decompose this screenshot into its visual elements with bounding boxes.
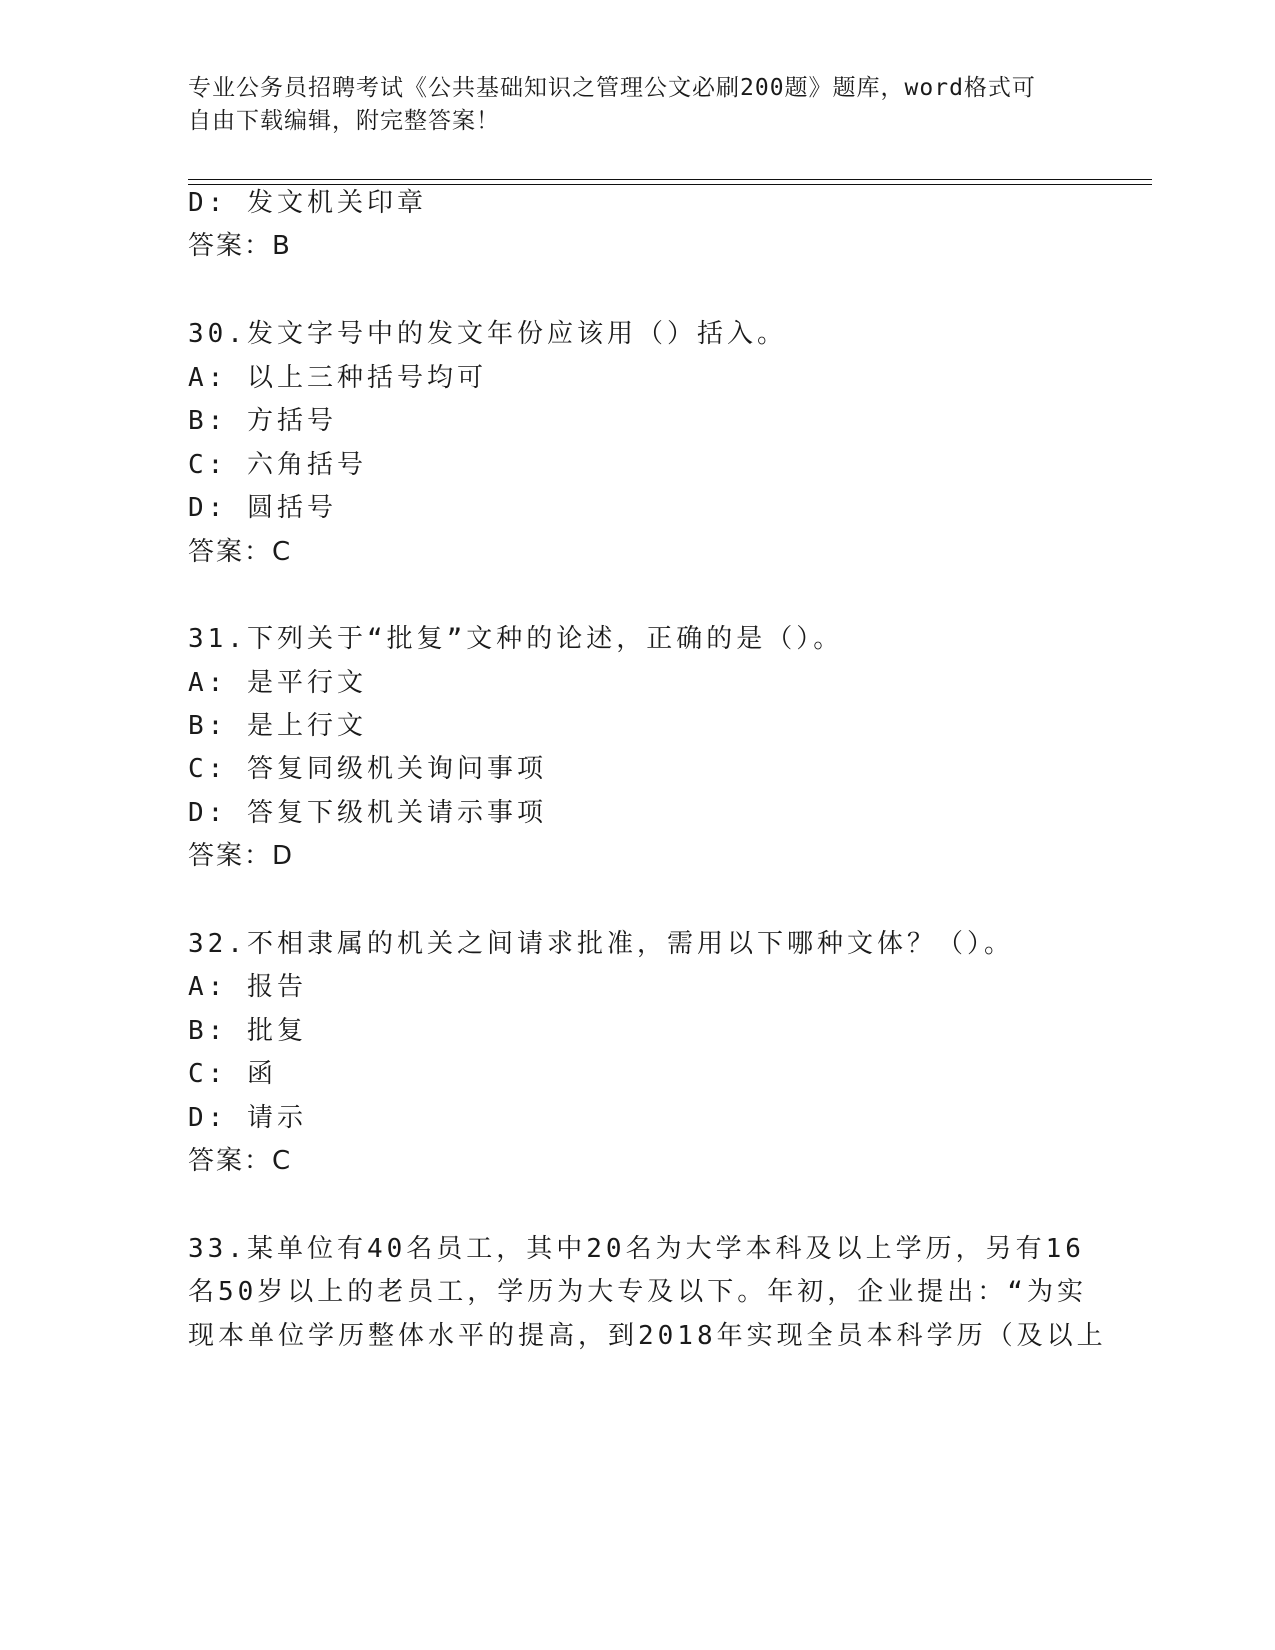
q31-stem: 31.下列关于“批复”文种的论述，正确的是（）。 (188, 624, 844, 654)
q30-answer: 答案：C (188, 537, 293, 567)
q30-stem: 30.发文字号中的发文年份应该用（）括入。 (188, 319, 787, 349)
q31-option-a: A: 是平行文 (188, 668, 367, 698)
q29-option-d: D: 发文机关印章 (188, 188, 427, 218)
q30-option-d: D: 圆括号 (188, 493, 337, 523)
header-line-1: 专业公务员招聘考试《公共基础知识之管理公文必刷200题》题库，word格式可 (188, 75, 1036, 101)
q32-option-a: A: 报告 (188, 972, 307, 1002)
q33-stem-line-3: 现本单位学历整体水平的提高，到2018年实现全员本科学历（及以上 (188, 1321, 1107, 1351)
header-line-2: 自由下载编辑，附完整答案！ (188, 108, 500, 134)
q31-option-d: D: 答复下级机关请示事项 (188, 798, 547, 828)
q32-option-b: B: 批复 (188, 1016, 307, 1046)
q33-stem-line-1: 33.某单位有40名员工，其中20名为大学本科及以上学历，另有16 (188, 1234, 1085, 1264)
header-rule-top (188, 179, 1152, 180)
q31-answer: 答案：D (188, 841, 295, 871)
q29-answer: 答案：B (188, 231, 292, 261)
q32-answer: 答案：C (188, 1146, 293, 1176)
header-rule-bottom (188, 184, 1152, 185)
q30-option-c: C: 六角括号 (188, 450, 367, 480)
q31-option-c: C: 答复同级机关询问事项 (188, 754, 547, 784)
q32-option-d: D: 请示 (188, 1103, 307, 1133)
q30-option-b: B: 方括号 (188, 406, 337, 436)
q30-option-a: A: 以上三种括号均可 (188, 363, 487, 393)
q32-option-c: C: 函 (188, 1059, 277, 1089)
q31-option-b: B: 是上行文 (188, 711, 367, 741)
q33-stem-line-2: 名50岁以上的老员工，学历为大专及以下。年初，企业提出：“为实 (188, 1277, 1087, 1307)
document-header (188, 72, 1068, 138)
q32-stem: 32.不相隶属的机关之间请求批准，需用以下哪种文体？（）。 (188, 929, 1014, 959)
